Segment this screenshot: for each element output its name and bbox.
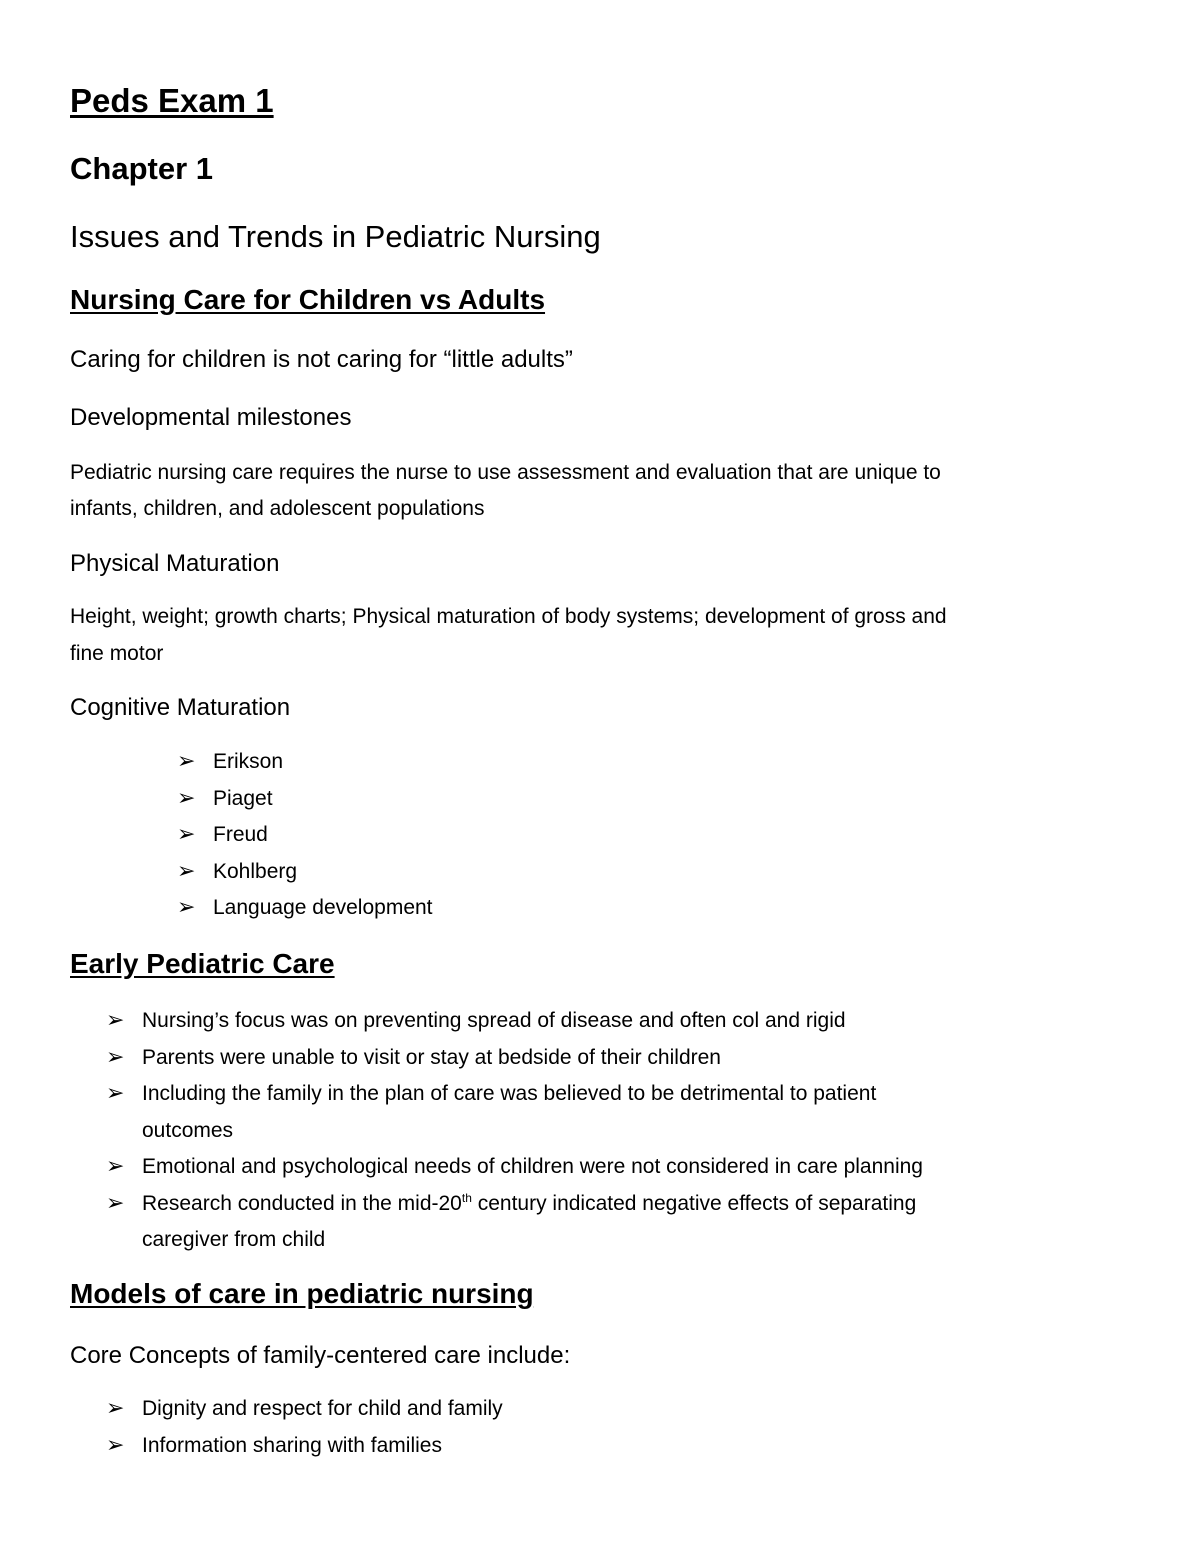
list-item: ➢ Information sharing with families xyxy=(142,1428,503,1465)
list-item: ➢ Freud xyxy=(213,817,433,854)
document-title: Peds Exam 1 xyxy=(70,82,274,119)
cognitive-maturation-heading: Cognitive Maturation xyxy=(70,694,291,721)
physical-maturation-heading: Physical Maturation xyxy=(70,550,280,577)
list-item: ➢ Piaget xyxy=(213,781,433,818)
list-item: ➢ Kohlberg xyxy=(213,854,433,891)
developmental-milestones: Developmental milestones xyxy=(70,404,352,431)
core-concepts-list xyxy=(106,1391,503,1464)
caring-statement: Caring for children is not caring for “little adults” xyxy=(70,346,573,373)
list-item: ➢ Research conducted in the mid-20th century indicated negative effects of separating xyxy=(142,1186,923,1223)
cognitive-theorists-list xyxy=(177,744,433,927)
chapter-subtitle: Issues and Trends in Pediatric Nursing xyxy=(70,219,601,254)
pediatric-care-text-line-2: infants, children, and adolescent populations xyxy=(70,497,485,520)
list-item: ➢ Nursing’s focus was on preventing spread of disease and often col and rigid xyxy=(142,1003,923,1040)
list-item: ➢ Including the family in the plan of care was believed to be detrimental to patient xyxy=(142,1076,923,1113)
arrow-bullet-icon: ➢ xyxy=(106,1154,125,1179)
arrow-bullet-icon: ➢ xyxy=(177,822,196,847)
arrow-bullet-icon: ➢ xyxy=(106,1432,125,1458)
pediatric-care-text-line-1: Pediatric nursing care requires the nurse to use assessment and evaluation that are unique to xyxy=(70,461,941,484)
arrow-bullet-icon: ➢ xyxy=(106,1396,125,1421)
chapter-heading: Chapter 1 xyxy=(70,151,213,186)
section-heading-early-pediatric-care: Early Pediatric Care xyxy=(70,948,335,979)
arrow-bullet-icon: ➢ xyxy=(106,1008,125,1033)
list-item-continuation: caregiver from child xyxy=(142,1228,326,1251)
arrow-bullet-icon: ➢ xyxy=(177,858,196,884)
core-concepts-intro: Core Concepts of family-centered care include: xyxy=(70,1342,571,1369)
list-item: ➢ Language development xyxy=(213,890,433,927)
arrow-bullet-icon: ➢ xyxy=(177,749,196,774)
physical-maturation-text-line-2: fine motor xyxy=(70,642,164,665)
section-heading-models-of-care: Models of care in pediatric nursing xyxy=(70,1278,534,1309)
arrow-bullet-icon: ➢ xyxy=(106,1190,125,1216)
list-item: ➢ Dignity and respect for child and family xyxy=(142,1391,503,1428)
arrow-bullet-icon: ➢ xyxy=(106,1044,125,1070)
arrow-bullet-icon: ➢ xyxy=(106,1081,125,1106)
list-item: ➢ Parents were unable to visit or stay at bedside of their children xyxy=(142,1040,923,1077)
list-item: ➢ Emotional and psychological needs of children were not considered in care planning xyxy=(142,1149,923,1186)
section-heading-children-vs-adults: Nursing Care for Children vs Adults xyxy=(70,284,546,315)
arrow-bullet-icon: ➢ xyxy=(177,895,196,920)
arrow-bullet-icon: ➢ xyxy=(177,785,196,811)
early-care-list xyxy=(106,1003,923,1259)
physical-maturation-text-line-1: Height, weight; growth charts; Physical maturation of body systems; development of gross and xyxy=(70,605,947,628)
superscript: th xyxy=(461,1190,472,1205)
list-item-continuation: outcomes xyxy=(142,1118,234,1142)
list-item: ➢ Erikson xyxy=(213,744,433,781)
